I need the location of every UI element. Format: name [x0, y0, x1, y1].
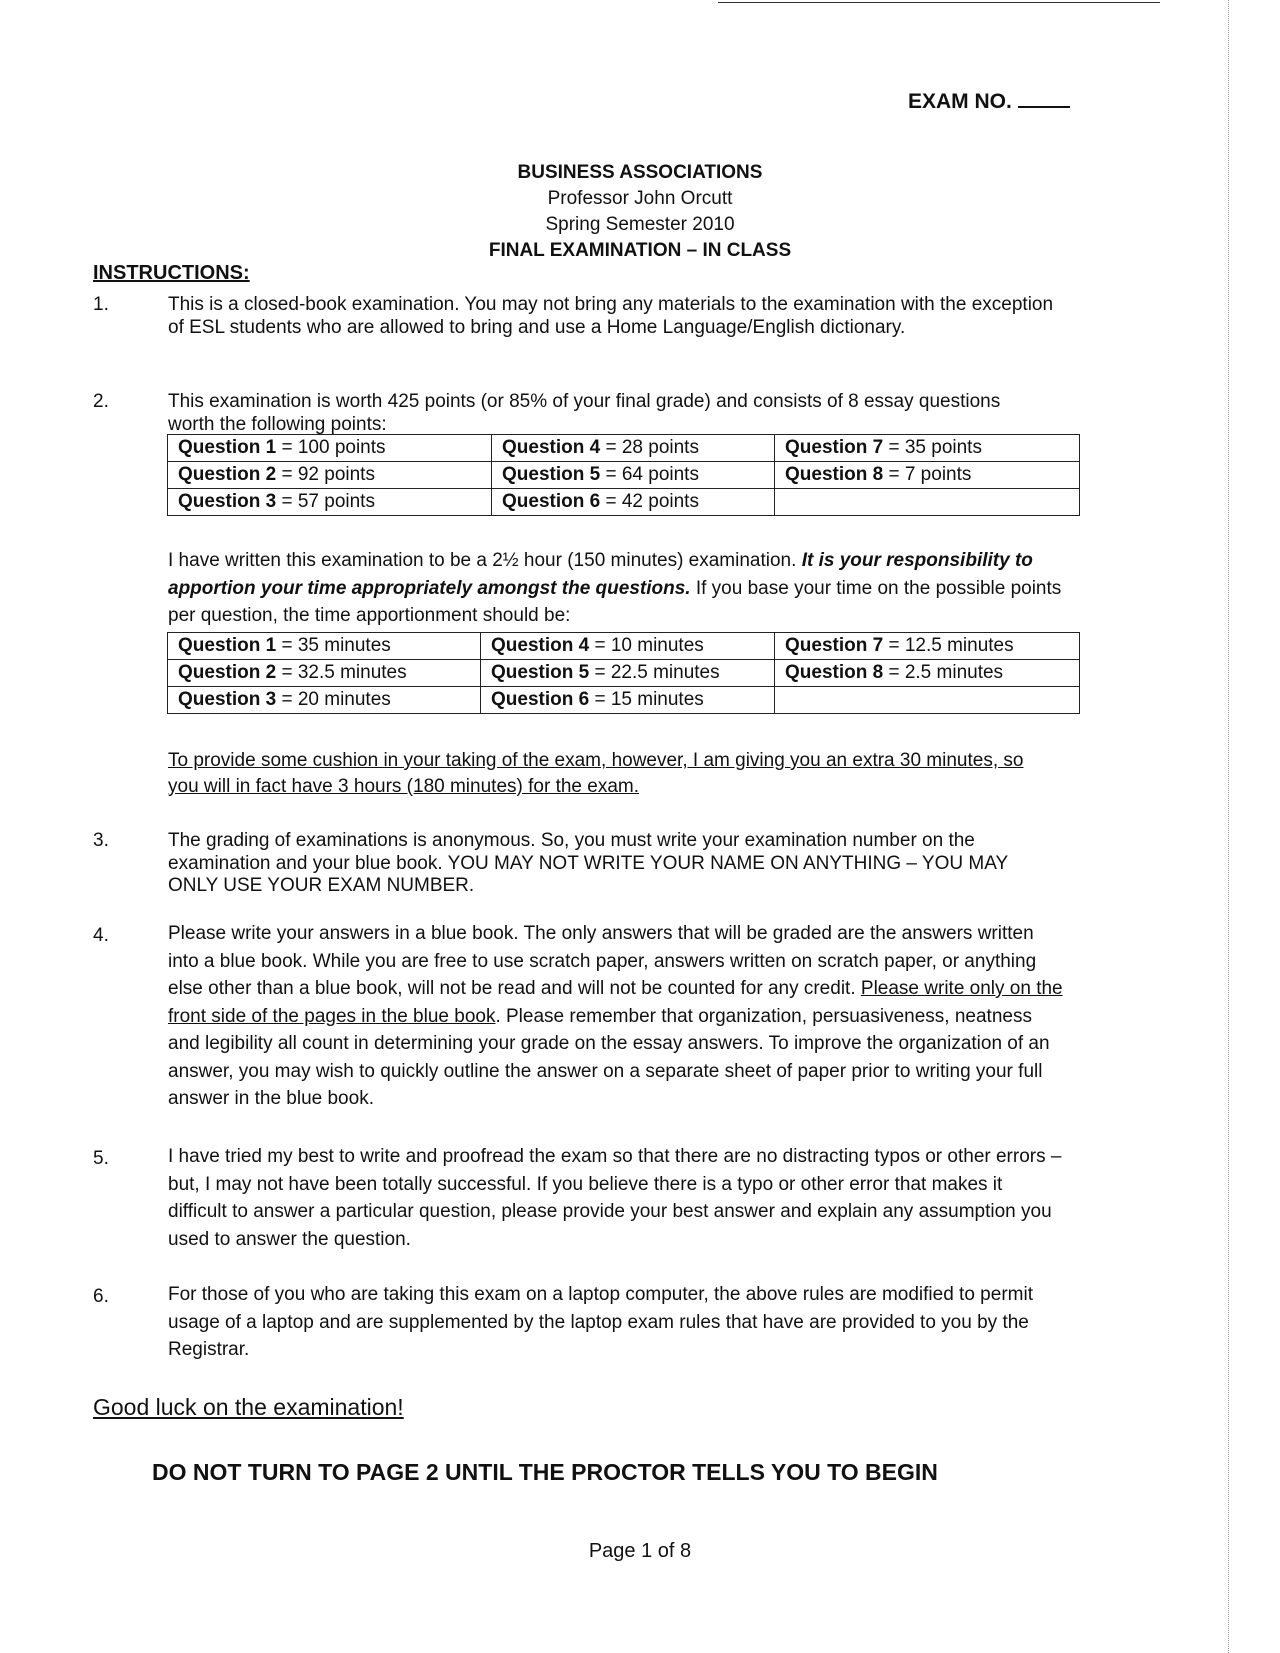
exam-number [908, 88, 1070, 114]
table-cell: Question 8 = 2.5 minutes [775, 660, 1080, 687]
table-cell: Question 2 = 92 points [168, 462, 492, 489]
good-luck: Good luck on the examination! [93, 1394, 404, 1420]
instruction-text: This examination is worth 425 points (or 85% of your final grade) and consists of 8 essay questions worth the following points: [168, 391, 1001, 435]
exam-header [300, 160, 980, 264]
table-cell: Question 7 = 12.5 minutes [775, 633, 1080, 660]
professor-name: Professor John Orcutt [547, 188, 733, 209]
top-rule [718, 2, 1160, 3]
exam-type: FINAL EXAMINATION – IN CLASS [488, 240, 792, 261]
table-cell: Question 1 = 35 minutes [168, 633, 481, 660]
table-cell: Question 6 = 42 points [492, 489, 775, 516]
course-title: BUSINESS ASSOCIATIONS [517, 162, 763, 183]
points-table [167, 434, 1080, 516]
instruction-text: For those of you who are taking this exam on a laptop computer, the above rules are modified to permit usage of a laptop and are supplemented by the laptop exam rules that have are provided to you by the Registrar. [168, 1284, 1033, 1360]
table-cell [775, 687, 1080, 714]
do-not-turn-notice: DO NOT TURN TO PAGE 2 UNTIL THE PROCTOR TELLS YOU TO BEGIN [152, 1459, 938, 1485]
table-row [168, 633, 1080, 660]
table-cell: Question 6 = 15 minutes [481, 687, 775, 714]
table-row [168, 489, 1080, 516]
item-number: 6. [93, 1286, 109, 1307]
instructions-heading: INSTRUCTIONS: [93, 262, 250, 284]
instruction-text: Please write your answers in a blue book. The only answers that will be graded are the answers written into a blue book. While you are free to use scratch paper, answers written on scratch paper, or anything else other than a blue book, will not be read and will not be counted for any credit. Please write only on the front side of the pages in the blue book. Please remember that organization, persuasiveness, neatness and legibility all count in determining your grade on the essay answers. To improve the organization of an answer, you may wish to quickly outline the answer on a separate sheet of paper prior to writing your full answer in the blue book. [168, 923, 1063, 1109]
exam-number-label: EXAM NO. [908, 90, 1012, 113]
exam-number-blank [1018, 88, 1070, 108]
item-number: 5. [93, 1148, 109, 1169]
table-row [168, 660, 1080, 687]
table-row [168, 435, 1080, 462]
instruction-text: This is a closed-book examination. You may not bring any materials to the examination with the exception of ESL students who are allowed to bring and use a Home Language/English dictionary. [168, 294, 1054, 338]
table-cell: Question 5 = 22.5 minutes [481, 660, 775, 687]
cushion-note: To provide some cushion in your taking of the exam, however, I am giving you an extra 30 minutes, so you will in fact have 3 hours (180 minutes) for the exam. [168, 750, 1024, 797]
table-cell: Question 2 = 32.5 minutes [168, 660, 481, 687]
instruction-text: I have tried my best to write and proofread the exam so that there are no distracting typos or other errors – but, I may not have been totally successful. If you believe there is a typo or other error that makes it difficult to answer a particular question, please provide your best answer and explain any assumption you used to answer the question. [168, 1146, 1062, 1250]
item-number: 3. [93, 830, 109, 851]
table-row [168, 687, 1080, 714]
time-table [167, 632, 1080, 714]
item-number: 2. [93, 391, 109, 412]
semester: Spring Semester 2010 [545, 214, 735, 235]
table-cell: Question 8 = 7 points [775, 462, 1080, 489]
instruction-text: The grading of examinations is anonymous. So, you must write your examination number on the examination and your blue book. YOU MAY NOT WRITE YOUR NAME ON ANYTHING – YOU MAY ONLY USE YOUR EXAM NUMBER. [168, 830, 1008, 896]
table-cell: Question 5 = 64 points [492, 462, 775, 489]
table-cell [775, 489, 1080, 516]
table-cell: Question 4 = 28 points [492, 435, 775, 462]
table-cell: Question 7 = 35 points [775, 435, 1080, 462]
page-edge [1228, 0, 1229, 1653]
page-number: Page 1 of 8 [588, 1540, 692, 1562]
item-number: 4. [93, 925, 109, 946]
item-number: 1. [93, 294, 109, 315]
table-cell: Question 1 = 100 points [168, 435, 492, 462]
table-cell: Question 3 = 57 points [168, 489, 492, 516]
time-paragraph: I have written this examination to be a 2½ hour (150 minutes) examination. It is your responsibility to apportion your time appropriately amongst the questions. If you base your time on the possible points per question, the time apportionment should be: [168, 550, 1062, 626]
table-cell: Question 3 = 20 minutes [168, 687, 481, 714]
table-row [168, 462, 1080, 489]
table-cell: Question 4 = 10 minutes [481, 633, 775, 660]
